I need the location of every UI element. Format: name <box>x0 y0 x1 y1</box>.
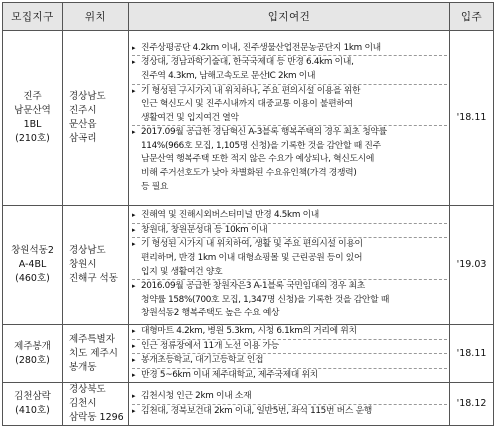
condition-text: 진주역 4.3km, 남해고속도로 문산IC 2km 이내 <box>141 70 316 81</box>
location-cell <box>63 325 129 383</box>
district-line: 김천삼락 <box>14 391 51 403</box>
district-line: 1BL <box>23 119 42 130</box>
condition-text: 청약률 158%(700호 모집, 1,347명 신청)을 기록한 것을 감안할 때 <box>141 294 390 305</box>
location-cell <box>63 206 129 325</box>
bullet-marker: ▸ <box>132 341 136 350</box>
header-district: 모집지구 <box>3 3 63 31</box>
condition-text: 남문산역 행복주택 또한 적지 않은 수요가 예상되나, 혁신도시에 <box>141 154 375 165</box>
condition-text: 기 형성된 구시가지 내 위치하나, 주요 편의시설 이용을 위한 <box>141 85 361 96</box>
district-line: (460호) <box>15 273 50 284</box>
location-line: 창원시 <box>69 259 97 270</box>
condition-text: 등 필요 <box>141 181 169 192</box>
location-line: 경상남도 <box>69 91 106 102</box>
bullet-marker: ▸ <box>132 370 136 379</box>
header-conditions: 입지여건 <box>129 3 450 31</box>
district-line: (280호) <box>15 354 50 366</box>
bullet-marker: ▸ <box>132 128 136 137</box>
location-cell <box>63 31 129 206</box>
condition-item <box>132 325 447 340</box>
bullet-marker: ▸ <box>132 225 136 234</box>
location-line: 문산읍 <box>69 119 97 130</box>
condition-text: 창원대, 창원문성대 등 10km 이내 <box>141 224 268 235</box>
condition-item <box>132 224 447 239</box>
location-line: 김천시 <box>69 398 97 410</box>
condition-text: 인근 정류장에서 11개 노선 이용 가능 <box>141 340 279 351</box>
conditions-cell <box>129 31 450 206</box>
condition-text: 기 형성된 시가지 내 위치하여, 생활 및 주요 편의시설 이용이 <box>141 239 363 250</box>
condition-item <box>132 126 447 194</box>
condition-item <box>132 405 447 419</box>
table-row <box>3 325 494 383</box>
condition-text: 진주상평공단 4.2km 이내, 진주생물산업전문농공단지 1km 이내 <box>141 42 381 53</box>
condition-text: 편리하며, 반경 1km 이내 대형쇼핑몰 및 근린공원 등이 있어 <box>141 252 363 263</box>
district-line: 제주봉개 <box>14 340 51 352</box>
conditions-cell <box>129 383 450 426</box>
district-line: 창원석동2 <box>11 245 54 256</box>
condition-item <box>132 340 447 355</box>
condition-item <box>132 369 447 383</box>
condition-item <box>132 42 447 57</box>
location-line: 진해구 석동 <box>69 273 118 284</box>
condition-text: 김천대, 경북보건대 2km 이내, 일반5번, 좌석 115번 버스 운행 <box>141 405 372 416</box>
move-in-cell: '18.11 <box>450 31 494 206</box>
condition-item <box>132 390 447 405</box>
location-line: 제주특별자 <box>69 333 115 345</box>
condition-text: 비해 주거선호도가 낮아 차별화된 수요유인책(가격 경쟁력) <box>141 168 357 179</box>
bullet-marker: ▸ <box>132 406 136 415</box>
conditions-cell <box>129 325 450 383</box>
district-cell <box>3 325 63 383</box>
bullet-marker: ▸ <box>132 58 136 67</box>
move-in-cell: '19.03 <box>450 206 494 325</box>
location-line: 삼곡리 <box>69 133 97 144</box>
district-cell <box>3 383 63 426</box>
bullet-marker: ▸ <box>132 43 136 52</box>
recruitment-table <box>2 2 494 426</box>
condition-text: 창원석동2 행복주택도 높은 수요 예상 <box>141 308 280 319</box>
bullet-marker: ▸ <box>132 282 136 291</box>
table-row <box>3 383 494 426</box>
condition-item <box>132 238 447 280</box>
table-row <box>3 206 494 325</box>
district-line: 남문산역 <box>14 105 51 116</box>
district-cell <box>3 206 63 325</box>
condition-text: 대형마트 4.2km, 병원 5.3km, 시청 6.1km의 거리에 위치 <box>141 326 357 336</box>
bullet-marker: ▸ <box>132 240 136 249</box>
condition-item <box>132 354 447 369</box>
move-in-cell: '18.11 <box>450 325 494 383</box>
bullet-marker: ▸ <box>132 327 136 335</box>
bullet-marker: ▸ <box>132 86 136 95</box>
district-line: (210호) <box>15 133 50 144</box>
condition-text: 반경 5~6km 이내 제주대학교, 제주국제대 위치 <box>141 369 318 380</box>
condition-text: 생활여건 및 입지여건 열악 <box>141 112 239 123</box>
location-cell <box>63 383 129 426</box>
table-header-row <box>3 3 494 31</box>
condition-text: 김천시청 인근 2km 이내 소재 <box>141 391 252 402</box>
condition-text: 입지 및 생활여건 양호 <box>141 266 223 277</box>
district-cell <box>3 31 63 206</box>
condition-item <box>132 209 447 224</box>
condition-text: 진해역 및 진해시외버스터미널 반경 4.5km 이내 <box>141 210 319 221</box>
move-in-cell: '18.12 <box>450 383 494 426</box>
location-line: 봉개동 <box>69 361 97 373</box>
condition-text: 봉개초등학교, 대기고등학교 인접 <box>141 355 264 366</box>
condition-text: 114%(966호 모집, 1,105명 신청)을 기록한 것을 감안할 때 진주 <box>141 140 381 151</box>
location-line: 치도 제주시 <box>69 347 118 359</box>
district-line: (410호) <box>15 405 50 417</box>
header-location: 위치 <box>63 3 129 31</box>
condition-text: 2017.09월 공급한 경남혁신 A-3블록 행복주택의 경우 최초 청약률 <box>141 127 387 138</box>
condition-item <box>132 85 447 127</box>
bullet-marker: ▸ <box>132 211 136 220</box>
table-row <box>3 31 494 206</box>
header-move-in: 입주 <box>450 3 494 31</box>
location-line: 진주시 <box>69 105 97 116</box>
condition-text: 2016.09월 공급한 창원자은3 A-1블록 국민임대의 경우 최초 <box>141 281 366 292</box>
location-line: 삼락동 1296 <box>69 412 124 424</box>
condition-item <box>132 280 447 321</box>
condition-text: 경상대, 경남과학기술대, 한국국제대 등 반경 6.4km 이내, <box>141 57 354 68</box>
district-line: 진주 <box>23 91 42 102</box>
conditions-cell <box>129 206 450 325</box>
location-line: 경상북도 <box>69 384 106 396</box>
district-line: A-4BL <box>18 259 47 270</box>
condition-item <box>132 56 447 84</box>
bullet-marker: ▸ <box>132 392 136 401</box>
bullet-marker: ▸ <box>132 356 136 365</box>
condition-text: 인근 혁신도시 및 진주시내까지 대중교통 이용이 불편하여 <box>141 99 353 110</box>
location-line: 경상남도 <box>69 245 106 256</box>
